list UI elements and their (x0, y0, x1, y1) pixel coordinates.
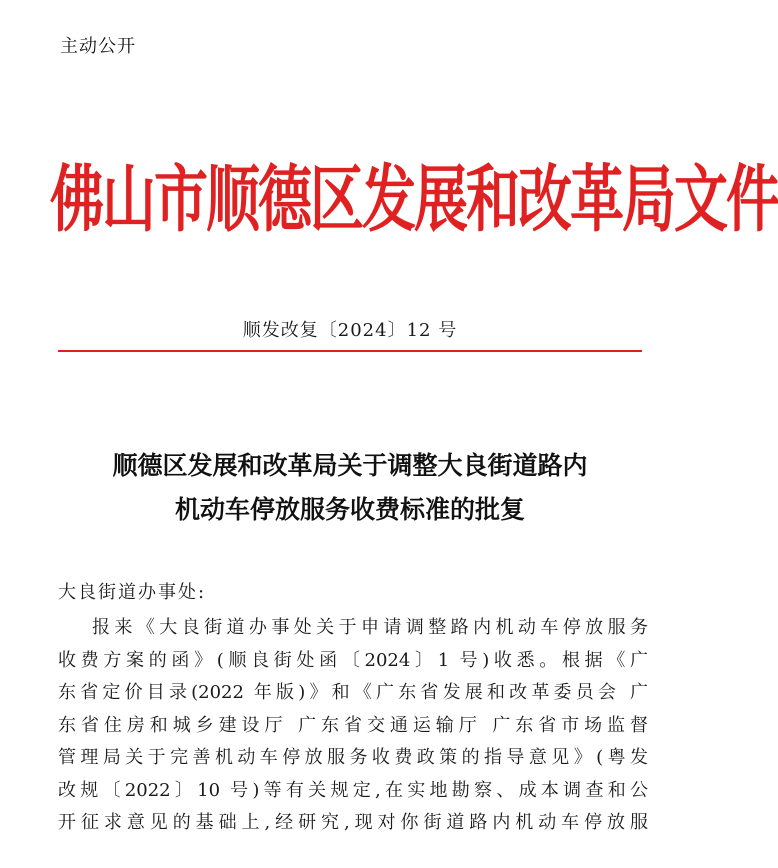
salutation: 大良街道办事处: (58, 582, 207, 603)
body-line: 东省定价目录(2022 年版)》和《广东省发展和改革委员会 广 (58, 682, 648, 703)
document-title-line: 顺德区发展和改革局关于调整大良街道路内 (112, 451, 588, 480)
red-divider (58, 350, 642, 352)
body-line: 东省住房和城乡建设厅 广东省交通运输厅 广东省市场监督 (58, 714, 648, 736)
document-title-line: 机动车停放服务收费标准的批复 (174, 495, 525, 524)
body-paragraph (58, 612, 648, 840)
body-line: 管理局关于完善机动车停放服务收费政策的指导意见》(粤发 (58, 747, 648, 768)
document-number: 顺发改复〔2024〕12 号 (242, 320, 458, 341)
body-line: 开征求意见的基础上,经研究,现对你街道路内机动车停放服 (58, 812, 648, 833)
masthead-title: 佛山市顺德区发展和改革局文件 (50, 156, 778, 242)
body-line: 改规〔2022〕10 号)等有关规定,在实地勘察、成本调查和公 (58, 779, 648, 801)
document-title (40, 444, 660, 532)
body-line: 收费方案的函》(顺良街处函〔2024〕1 号)收悉。根据《广 (58, 649, 648, 671)
disclosure-label: 主动公开 (60, 36, 136, 57)
body-line: 报来《大良街道办事处关于申请调整路内机动车停放服务 (92, 617, 648, 638)
masthead (50, 150, 778, 260)
